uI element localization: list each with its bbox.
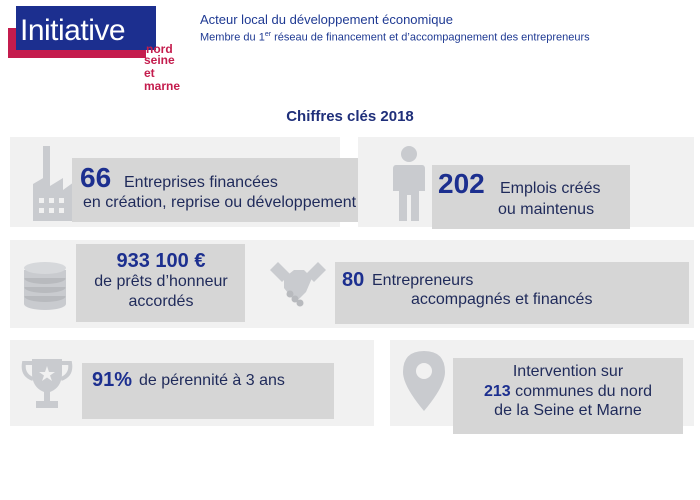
stat-label-emplois-2: ou maintenus: [498, 201, 595, 218]
stat-line-communes-2: [453, 382, 683, 402]
factory-icon: [30, 146, 75, 221]
stat-label-prets-2: accordés: [128, 293, 194, 310]
subtagline-sup: er: [264, 31, 272, 38]
stat-label-communes-3: de la Seine et Marne: [494, 402, 642, 419]
stat-label-entreprises-2: en création, reprise ou développement: [83, 194, 357, 211]
stat-label-emplois-1: Emplois créés: [500, 180, 601, 197]
header-tagline: Acteur local du développement économique: [200, 12, 453, 27]
stat-number-emplois: 202: [438, 168, 485, 199]
stat-number-entrepreneurs: 80: [342, 269, 365, 291]
stat-number-entreprises: 66: [80, 162, 112, 193]
coins-icon: [22, 259, 68, 311]
handshake-icon: [270, 262, 326, 310]
logo-sub-line1: nord: [146, 42, 173, 56]
stat-label-communes-1: Intervention sur: [512, 363, 624, 380]
header-subtagline: [200, 28, 590, 45]
page-title: Chiffres clés 2018: [286, 108, 414, 125]
stat-label-entrepreneurs-2: accompagnés et financés: [411, 291, 593, 308]
stat-number-prets: 933 100 €: [116, 250, 206, 272]
subtagline-suffix: réseau de financement et d’accompagnement des entrepreneurs: [271, 31, 590, 44]
logo-sub-line2: seine et marne: [144, 53, 181, 93]
stat-number-communes: 213: [483, 383, 511, 400]
stat-label-entrepreneurs-1: Entrepreneurs: [372, 272, 474, 289]
subtagline-prefix: Membre du 1: [200, 31, 265, 44]
stat-label-prets-1: de prêts d’honneur: [94, 273, 228, 290]
location-pin-icon: [402, 350, 446, 412]
stat-label-communes-2: communes du nord: [510, 383, 653, 400]
logo-word: Initiative: [20, 14, 126, 47]
stat-number-perennite: 91%: [92, 369, 133, 391]
person-icon: [392, 145, 426, 221]
trophy-icon: [20, 357, 74, 411]
stat-label-perennite: de pérennité à 3 ans: [139, 372, 285, 389]
stat-label-entreprises-1: Entreprises financées: [124, 174, 278, 191]
